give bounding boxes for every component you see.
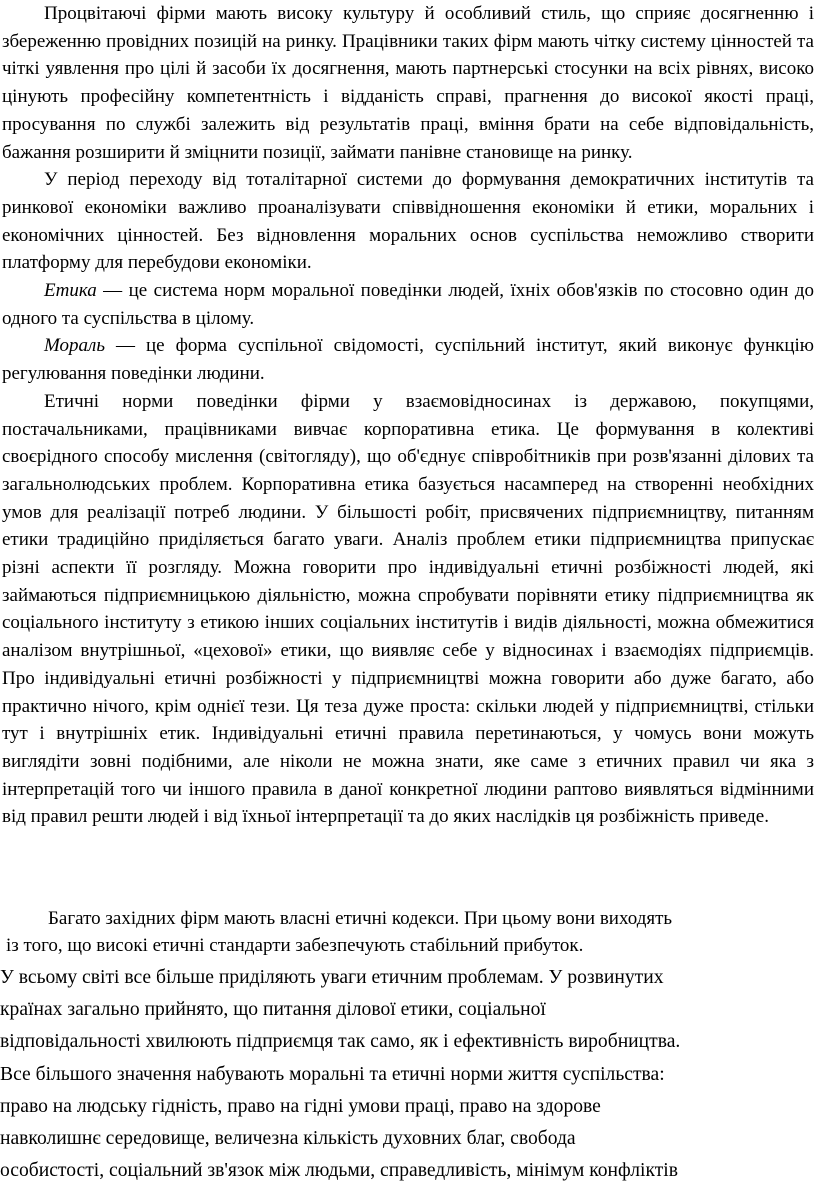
final-line: відповідальності хвилюють підприємця так само, як і ефективність виробництва. xyxy=(0,1031,681,1053)
codex-paragraph xyxy=(2,906,814,959)
final-line: Все більшого значення набувають моральні та етичні норми життя суспільства: xyxy=(0,1063,665,1085)
main-text-block xyxy=(2,0,814,831)
term-morality: Мораль xyxy=(44,335,105,357)
paragraph-transition-period: У період переходу від тоталітарної системи до формування демократичних інститутів та ринкової економіки важливо проаналізувати співвідношення економіки й етики, моральних і економічних цінностей. Без відновлення моральних основ суспільства неможливо створити платформу для перебудови економіки. xyxy=(2,169,814,274)
codex-line-2: із того, що високі етичні стандарти забезпечують стабільний прибуток. xyxy=(6,934,584,956)
morality-definition-text: — це форма суспільної свідомості, суспільний інститут, який виконує функцію регулювання поведінки людини. xyxy=(2,335,814,385)
term-ethics: Етика xyxy=(44,280,97,302)
final-line: навколишнє середовище, величезна кількість духовних благ, свобода xyxy=(0,1128,576,1150)
final-line: особистості, соціальний зв'язок між людьми, справедливість, мінімум конфліктів xyxy=(0,1160,678,1182)
final-line: У всьому світі все більше приділяють уваги етичним проблемам. У розвинутих xyxy=(0,967,664,988)
codex-line-1: Багато західних фірм мають власні етичні кодекси. При цьому вони виходять xyxy=(48,908,673,929)
paragraph-prosperous-firms: Процвітаючі фірми мають високу культуру й особливий стиль, що сприяє досягненню і збереженню провідних позицій на ринку. Працівники таких фірм мають чітку систему цінностей та чіткі уявлення про цілі й засоби їх досягнення, мають партнерські стосунки на всіх рівнях, високо цінують професійну компетентність і відданість справі, прагнення до високої якості праці, просування по службі залежить від результатів праці, вміння брати на себе відповідальність, бажання розширити й зміцнити позиції, займати панівне становище на ринку. xyxy=(2,3,814,163)
paragraph-morality-definition xyxy=(2,332,814,387)
ethics-definition-text: — це система норм моральної поведінки людей, їхніх обов'язків по стосовно один до одного та суспільства в цілому. xyxy=(2,280,814,329)
final-text-block xyxy=(0,962,816,1185)
paragraph-corporate-ethics: Етичні норми поведінки фірми у взаємовідносинах із державою, покупцями, постачальниками, працівниками вивчає корпоративна етика. Це формування в колективі своєрідного способу мислення (світогляду), що об'єднує співробітників при розв'язанні ділових та загальнолюдських проблем. Корпоративна етика базується насамперед на створенні необхідних умов для реалізації потреб людини. У більшості робіт, присвячених підприємництву, питанням етики традиційно приділяється багато уваги. Аналіз проблем етики підприємництва припускає різні аспекти її розгляду. Можна говорити про індивідуальні етичні розбіжності людей, які займаються підприємницькою діяльністю, можна спробувати порівняти етику підприємництва як соціального інституту з етикою інших соціальних інститутів і видів діяльності, можна обмежитися аналізом внутрішньої, «цехової» етики, що виявляє себе у відносинах і взаємодіях підприємців. Про індивідуальні етичні розбіжності у підприємництві можна говорити або дуже багато, або практично нічого, крім однієї тези. Ця теза дуже проста: скільки людей у підприємництві, стільки тут і внутрішніх етик. Індивідуальні етичні правила перетинаються, у чомусь вони можуть виглядіти зовні подібними, але ніколи не можна знати, яке саме з етичних правил чи яка з інтерпретацій того чи іншого правила в даної конкретної людини раптово виявляться відмінними від правил решти людей і від їхньої інтерпретації та до яких наслідків ця розбіжність приведе. xyxy=(2,390,814,828)
final-line: право на людську гідність, право на гідні умови праці, право на здорове xyxy=(0,1095,601,1117)
paragraph-ethics-definition xyxy=(2,277,814,332)
final-line: країнах загально прийнято, що питання ділової етики, соціальної xyxy=(0,999,546,1021)
